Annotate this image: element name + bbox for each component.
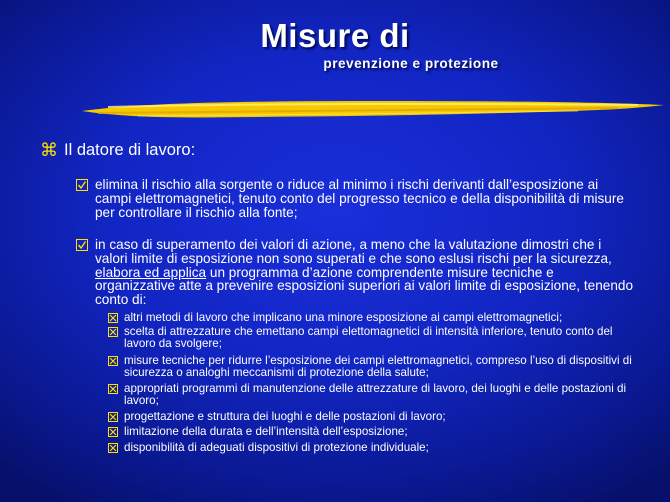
sub-list-item-text: misure tecniche per ridurre l’esposizione dei campi elettromagnetici, compreso l’uso di dispositivi di sicurezza o analoghi meccanismi di protezione della salute; xyxy=(124,354,632,380)
sub-list-item-text: disponibilità di adeguati dispositivi di protezione individuale; xyxy=(124,441,429,454)
sub-list-item-text: scelta di attrezzature che emettano campi elettomagnetici di intensità inferiore, tenuto conto del lavoro da svolgere; xyxy=(124,325,613,351)
list-item-text: elimina il rischio alla sorgente o riduce al minimo i rischi derivanti dall’esposizione ai campi elettromagnetici, tenuto conto del progresso tecnico e della disponibilità di misure per controllare il rischio alla fonte; xyxy=(95,177,624,220)
command-key-bullet-icon: ⌘ xyxy=(40,140,58,161)
crossed-box-icon xyxy=(108,443,118,453)
list-item-text: in caso di superamento dei valori di azione, a meno che la valutazione dimostri che i valori limite di esposizione non sono superati e che sono eslusi rischi per la sicurezza, elabora ed applica un programma d’azione comprendente misure tecniche e organizzative atte a prevenire esposizioni superiori ai valori limite di esposizione, tenendo conto di: xyxy=(95,237,634,308)
sub-list-item-text: altri metodi di lavoro che implicano una minore esposizione ai campi elettromagnetici; xyxy=(124,311,563,324)
crossed-box-icon xyxy=(108,427,118,437)
intro-heading: Il datore di lavoro: xyxy=(64,141,196,159)
crossed-box-icon xyxy=(108,327,118,337)
checked-box-icon xyxy=(76,179,88,191)
sub-list-item-text: limitazione della durata e dell’intensità dell’esposizione; xyxy=(124,425,408,438)
crossed-box-icon xyxy=(108,356,118,366)
yellow-brush-stroke-divider xyxy=(78,96,668,122)
crossed-box-icon xyxy=(108,384,118,394)
crossed-box-icon xyxy=(108,412,118,422)
checked-box-icon xyxy=(76,239,88,251)
sub-list-item-text: progettazione e struttura dei luoghi e delle postazioni di lavoro; xyxy=(124,410,446,423)
sub-list-item-text: appropriati programmi di manutenzione delle attrezzature di lavoro, dei luoghi e delle postazioni di lavoro; xyxy=(124,382,627,408)
slide-title-line-1: Misure di xyxy=(260,17,410,54)
slide-title-line-2: prevenzione e protezione xyxy=(323,56,499,71)
underlined-phrase: elabora ed applica xyxy=(95,264,207,280)
crossed-box-icon xyxy=(108,313,118,323)
